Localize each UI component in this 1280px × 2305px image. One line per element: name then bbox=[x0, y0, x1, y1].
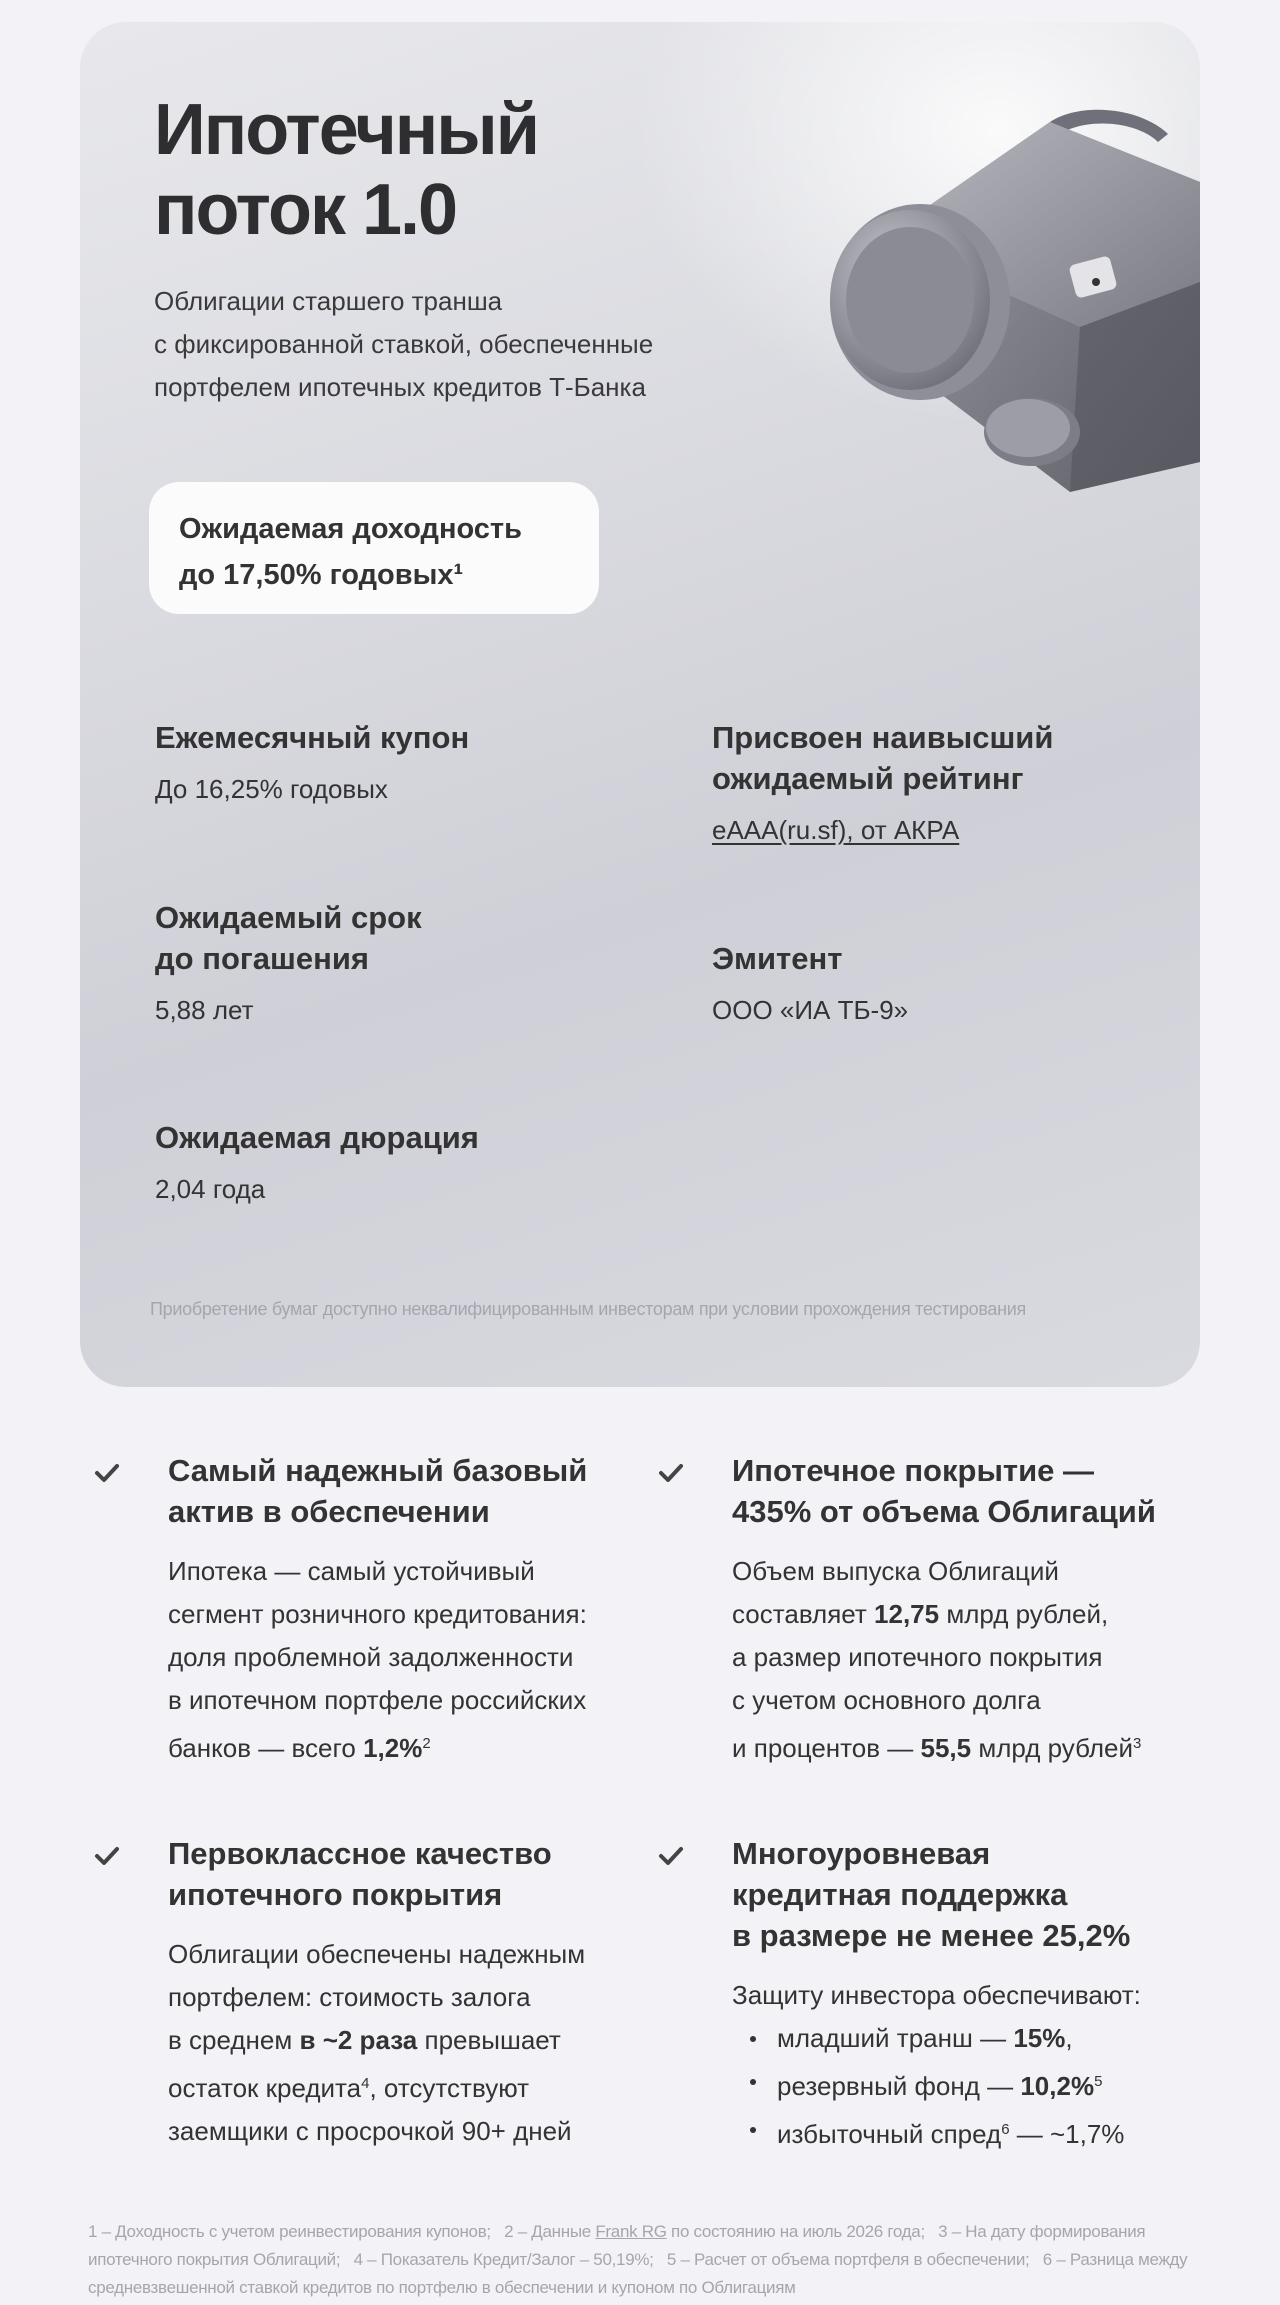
text-line: Облигации обеспечены надежным bbox=[168, 1939, 586, 1969]
text-part: и процентов — bbox=[732, 1733, 921, 1763]
feature-title-line: Многоуровневая bbox=[732, 1836, 991, 1871]
list-item bbox=[732, 2060, 1212, 2108]
fact-issuer bbox=[712, 938, 908, 1027]
footnote-ref: 2 bbox=[422, 1735, 431, 1752]
briefcase-coins-illustration bbox=[750, 82, 1200, 502]
feature-title-line: 435% от объема Облигаций bbox=[732, 1494, 1156, 1529]
hero-subtitle bbox=[154, 280, 653, 409]
feature-title-line: Первоклассное качество bbox=[168, 1836, 552, 1871]
fact-title-line: ожидаемый рейтинг bbox=[712, 761, 1024, 796]
feature-title-line: ипотечного покрытия bbox=[168, 1877, 503, 1912]
text-part: в среднем bbox=[168, 2025, 300, 2055]
text-part: остаток кредита bbox=[168, 2073, 362, 2103]
check-icon bbox=[94, 1843, 120, 1869]
text-line bbox=[732, 1593, 1212, 1636]
title-line: поток 1.0 bbox=[154, 170, 457, 250]
footnote bbox=[504, 2222, 925, 2241]
footnote: 1 – Доходность с учетом реинвестирования купонов; bbox=[88, 2222, 491, 2241]
fact-value: До 16,25% годовых bbox=[155, 774, 388, 804]
text-part: млрд рублей, bbox=[939, 1599, 1109, 1629]
text-part: младший транш — bbox=[777, 2023, 1014, 2053]
footnote-ref: 6 bbox=[1001, 2121, 1010, 2138]
feature-title-line: в размере не менее 25,2% bbox=[732, 1918, 1131, 1953]
coin-icon bbox=[984, 398, 1080, 466]
title-line: Ипотечный bbox=[154, 90, 538, 170]
feature-credit-support bbox=[732, 1833, 1212, 2156]
expected-yield-badge bbox=[149, 482, 599, 614]
text-line: сегмент розничного кредитования: bbox=[168, 1599, 587, 1629]
fact-rating bbox=[712, 717, 1053, 847]
fact-value: 5,88 лет bbox=[155, 995, 254, 1025]
fact-title-line: Ожидаемая дюрация bbox=[155, 1120, 479, 1155]
feature-title bbox=[732, 1833, 1212, 1956]
feature-text bbox=[168, 1933, 648, 2153]
bullet-list bbox=[732, 2017, 1212, 2156]
text-line: доля проблемной задолженности bbox=[168, 1642, 574, 1672]
footnote: 3 – На дату формирования ипотечного покрытия Облигаций; bbox=[88, 2222, 1146, 2269]
text-part: 2 – Данные bbox=[504, 2222, 596, 2241]
highlight-value: 10,2% bbox=[1020, 2071, 1095, 2101]
highlight-value: 55,5 bbox=[920, 1733, 972, 1763]
text-part: банков — всего bbox=[168, 1733, 364, 1763]
fact-value: ООО «ИА ТБ-9» bbox=[712, 995, 909, 1025]
feature-title-line: кредитная поддержка bbox=[732, 1877, 1068, 1912]
text-line: в ипотечном портфеле российских bbox=[168, 1685, 587, 1715]
check-icon bbox=[658, 1460, 684, 1486]
fact-title-line: Эмитент bbox=[712, 941, 843, 976]
footnote: 6 – Разница между средневзвешенной ставкой кредитов по портфелю в обеспечении и купоном по Облигациям bbox=[88, 2250, 1188, 2297]
text-line: заемщики с просрочкой 90+ дней bbox=[168, 2116, 572, 2146]
footnotes bbox=[88, 2218, 1198, 2302]
feature-title-line: Самый надежный базовый bbox=[168, 1453, 588, 1488]
text-line: Защиту инвестора обеспечивают: bbox=[732, 1980, 1141, 2010]
text-line: Ипотека — самый устойчивый bbox=[168, 1556, 535, 1586]
fact-monthly-coupon bbox=[155, 717, 469, 806]
text-part: , bbox=[1065, 2023, 1073, 2053]
text-line: с учетом основного долга bbox=[732, 1685, 1041, 1715]
fact-title bbox=[712, 938, 908, 979]
highlight-value: 12,75 bbox=[874, 1599, 940, 1629]
fact-title-line: Присвоен наивысший bbox=[712, 720, 1054, 755]
text-part: резервный фонд — bbox=[777, 2071, 1021, 2101]
text-part: избыточный спред bbox=[777, 2119, 1002, 2149]
page-title bbox=[154, 90, 538, 250]
fact-title bbox=[155, 897, 422, 979]
text-line: а размер ипотечного покрытия bbox=[732, 1642, 1103, 1672]
highlight-value: в ~2 раза bbox=[299, 2025, 418, 2055]
fact-duration bbox=[155, 1117, 479, 1206]
text-part: — ~1,7% bbox=[1009, 2119, 1125, 2149]
fact-title bbox=[155, 1117, 479, 1158]
frank-rg-link[interactable]: Frank RG bbox=[595, 2222, 667, 2241]
feature-reliable-asset bbox=[168, 1450, 648, 1770]
qualification-note: Приобретение бумаг доступно неквалифицированным инвесторам при условии прохождения тестирования bbox=[150, 1299, 1026, 1319]
footnote-ref: 4 bbox=[361, 2075, 370, 2092]
footnote: 5 – Расчет от объема портфеля в обеспечении; bbox=[666, 2250, 1030, 2269]
feature-text bbox=[732, 1974, 1212, 2156]
list-item bbox=[732, 2108, 1212, 2156]
coin-icon bbox=[830, 204, 1010, 400]
fact-title-line: до погашения bbox=[155, 941, 369, 976]
fact-value: 2,04 года bbox=[155, 1174, 266, 1204]
check-icon bbox=[94, 1460, 120, 1486]
yield-line: до 17,50% годовых¹ bbox=[179, 559, 464, 591]
text-part: млрд рублей bbox=[971, 1733, 1133, 1763]
feature-title-line: Ипотечное покрытие — bbox=[732, 1453, 1095, 1488]
text-line: портфелем: стоимость залога bbox=[168, 1982, 531, 2012]
highlight-value: 1,2% bbox=[363, 1733, 423, 1763]
subtitle-line: с фиксированной ставкой, обеспеченные bbox=[154, 329, 654, 359]
footnote-ref: 3 bbox=[1132, 1735, 1142, 1752]
feature-coverage-quality bbox=[168, 1833, 648, 2153]
fact-title bbox=[155, 717, 469, 758]
text-part: превышает bbox=[417, 2025, 561, 2055]
check-icon bbox=[658, 1843, 684, 1869]
fact-title bbox=[712, 717, 1053, 799]
text-line: Объем выпуска Облигаций bbox=[732, 1556, 1059, 1586]
yield-line: Ожидаемая доходность bbox=[179, 513, 522, 545]
feature-title bbox=[168, 1450, 648, 1532]
feature-title-line: актив в обеспечении bbox=[168, 1494, 490, 1529]
feature-mortgage-coverage bbox=[732, 1450, 1212, 1770]
rating-link[interactable]: eAAA(ru.sf), от АКРА bbox=[712, 815, 960, 845]
footnote: 4 – Показатель Кредит/Залог – 50,19%; bbox=[353, 2250, 654, 2269]
text-line bbox=[168, 2062, 648, 2110]
subtitle-line: Облигации старшего транша bbox=[154, 286, 503, 316]
fact-maturity-term bbox=[155, 897, 422, 1027]
feature-text bbox=[732, 1550, 1212, 1770]
feature-title bbox=[168, 1833, 648, 1915]
text-part: , отсутствуют bbox=[369, 2073, 530, 2103]
fact-title-line: Ежемесячный купон bbox=[155, 720, 470, 755]
text-line bbox=[168, 2019, 648, 2062]
hero-card bbox=[80, 22, 1200, 1387]
footnote-ref: 5 bbox=[1094, 2073, 1103, 2090]
highlight-value: 15% bbox=[1013, 2023, 1066, 2053]
text-line bbox=[168, 1722, 648, 1770]
feature-text bbox=[168, 1550, 648, 1770]
feature-title bbox=[732, 1450, 1212, 1532]
fact-title-line: Ожидаемый срок bbox=[155, 900, 422, 935]
text-part: составляет bbox=[732, 1599, 875, 1629]
text-part: по состоянию на июль 2026 года; bbox=[666, 2222, 925, 2241]
subtitle-line: портфелем ипотечных кредитов Т-Банка bbox=[154, 372, 646, 402]
list-item bbox=[732, 2017, 1212, 2060]
text-line bbox=[732, 1722, 1212, 1770]
